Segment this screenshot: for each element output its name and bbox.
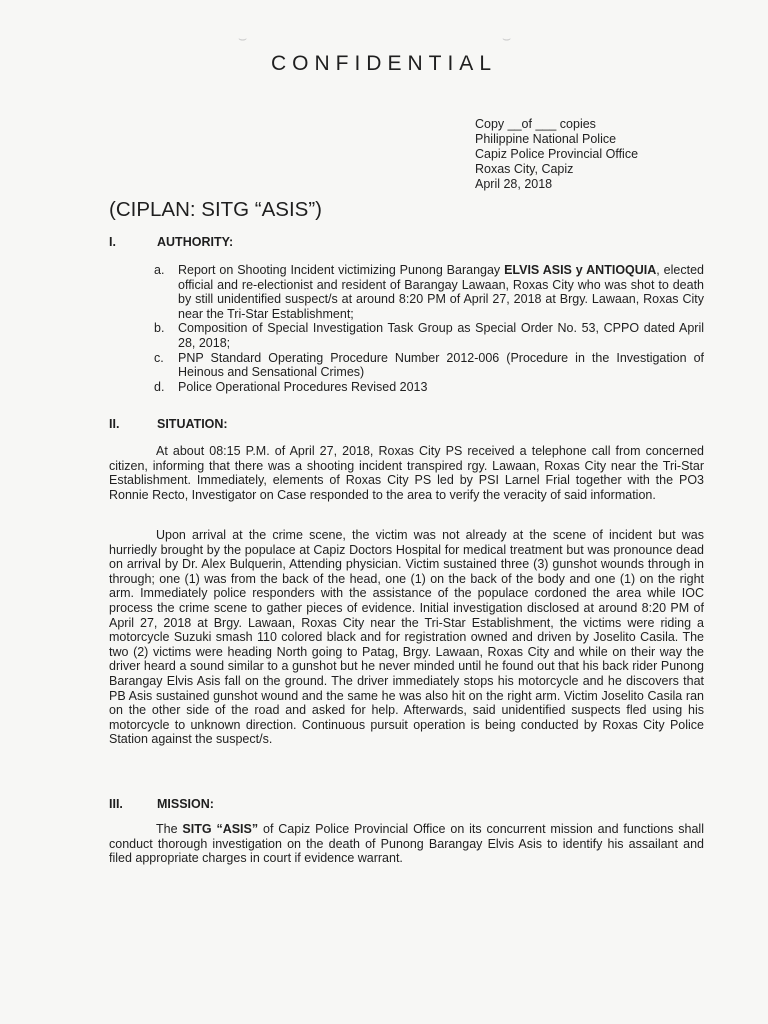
- agency-name: Philippine National Police: [475, 132, 617, 146]
- authority-list: [154, 263, 704, 394]
- task-group-name: SITG “ASIS”: [182, 822, 259, 836]
- list-marker: d.: [154, 379, 165, 394]
- situation-paragraph-1: At about 08:15 P.M. of April 27, 2018, Roxas City PS received a telephone call from concerned citizen, informing that there was a shooting incident transpired rgy. Lawaan, Roxas City near the Tri-Star Establishment. Immediately, elements of Roxas City PS led by PSI Larnel Frial together with the PO3 Ronnie Recto, Investigator on Case responded to the area to verify the veracity of said information.: [109, 444, 704, 502]
- section-number: II.: [109, 417, 120, 431]
- classification-heading: CONFIDENTIAL: [270, 52, 497, 75]
- text-run: , elected official and re-electionist and resident of Barangay Lawaan, Roxas City who was shot to death by still unidentified suspect/s at around 8:20 PM of April 27, 2018 at Brgy. Lawaan, Roxas City near the Tri-Star Establishment;: [178, 263, 704, 321]
- list-item-text: Police Operational Procedures Revised 2013: [178, 379, 428, 394]
- mission-paragraph: [109, 822, 704, 866]
- section-number: III.: [109, 797, 123, 811]
- list-item: [154, 263, 704, 321]
- section-mission-heading: [109, 797, 214, 811]
- scan-artifact-mark: ⌣: [502, 30, 512, 46]
- office-name: Capiz Police Provincial Office: [475, 147, 639, 161]
- scan-artifact-mark: ⌣: [238, 30, 248, 46]
- copy-line: Copy __of ___ copies: [475, 117, 596, 131]
- list-item-text: [178, 263, 704, 321]
- situation-paragraph-2: Upon arrival at the crime scene, the victim was not already at the scene of incident but was hurriedly brought by the populace at Capiz Doctors Hospital for medical treatment but was pronounce dead on arrival by Dr. Alex Bulquerin, Attending physician. Victim sustained three (3) gunshot wounds through in through; one (1) was from the back of the head, one (1) on the back of the body and one (1) on the right arm. Immediately police responders with the assistance of the populace cordoned the area while IOC process the crime scene to gather pieces of evidence. Initial investigation disclosed at around 8:20 PM of April 27, 2018 at Brgy. Lawaan, Roxas City near the Tri-Star Establishment, the victims were riding a motorcycle Suzuki smash 110 colored black and for registration owned and driven by Joselito Casila. The two (2) victims were heading North going to Patag, Brgy. Lawaan, Roxas City and while on their way the driver heard a sound similar to a gunshot but he never minded until he found out that his back rider Punong Barangay Elvis Asis fall on the ground. The driver immediately stops his motorcycle and he discovers that PB Asis sustained gunshot wound and the same he was also hit on the right arm. Victim Joselito Casila ran on the other side of the road and asked for help. Afterwards, said unidentified suspects fled using his motorcycle to unknown direction. Continuous pursuit operation is being conducted by Roxas City Police Station against the suspect/s.: [109, 528, 704, 747]
- list-item: [154, 321, 704, 350]
- section-situation-heading: [109, 417, 228, 431]
- list-marker: c.: [154, 350, 164, 365]
- plan-title: (CIPLAN: SITG “ASIS”): [109, 198, 322, 221]
- list-item: [154, 380, 704, 395]
- section-number: I.: [109, 235, 116, 249]
- list-marker: b.: [154, 321, 165, 336]
- section-title: SITUATION:: [157, 417, 228, 431]
- text-run: of Capiz Police Provincial Office on its concurrent mission and functions shall conduct thorough investigation on the death of Punong Barangay Elvis Asis to identify his assailant and filed appropriate charges in court if evidence warrant.: [109, 822, 704, 866]
- victim-name: ELVIS ASIS y ANTIOQUIA: [504, 263, 657, 277]
- document-date: April 28, 2018: [475, 177, 553, 191]
- text-run: The: [156, 822, 183, 836]
- document-header: [475, 117, 638, 192]
- section-title: MISSION:: [157, 797, 214, 811]
- section-title: AUTHORITY:: [157, 235, 234, 249]
- text-run: Report on Shooting Incident victimizing Punong Barangay: [178, 263, 505, 277]
- office-location: Roxas City, Capiz: [475, 162, 574, 176]
- section-authority-heading: [109, 235, 233, 249]
- list-item-text: Composition of Special Investigation Task Group as Special Order No. 53, CPPO dated April 28, 2018;: [178, 321, 704, 350]
- list-marker: a.: [154, 263, 165, 277]
- list-item-text: PNP Standard Operating Procedure Number 2012-006 (Procedure in the Investigation of Heinous and Sensational Crimes): [178, 350, 704, 380]
- list-item: [154, 351, 704, 380]
